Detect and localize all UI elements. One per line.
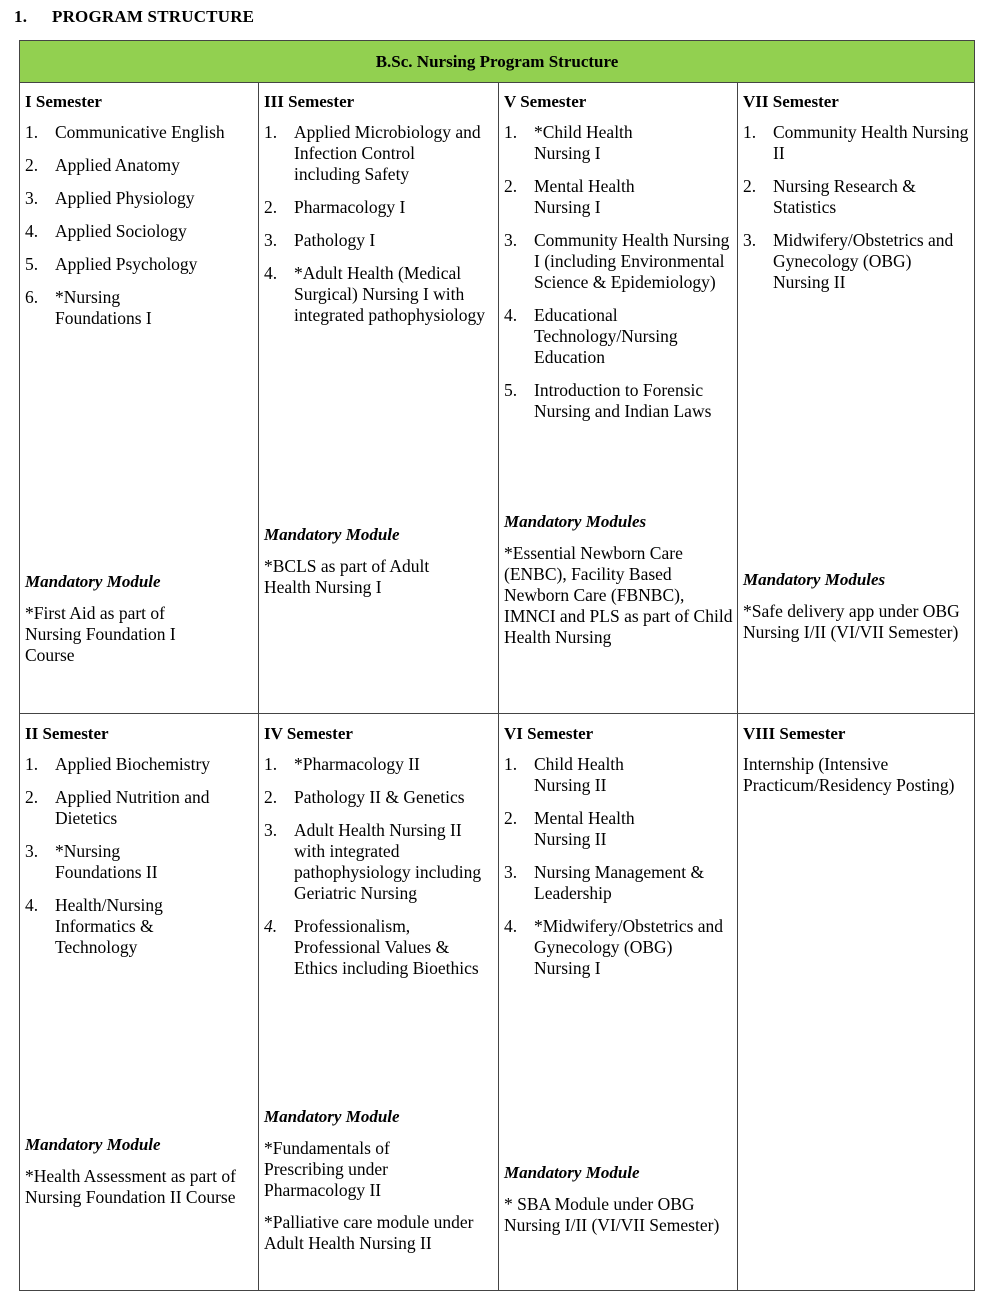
item-number: 2. [264,197,278,217]
item-number: 4. [25,895,39,915]
item-number: 6. [25,287,39,307]
course-name: Mental Health Nursing I [534,176,635,217]
course-item [264,263,493,326]
course-name: Community Health Nursing I (including Environmental Science & Epidemiology) [534,230,730,292]
course-item [743,230,969,293]
course-name: Pharmacology I [294,197,406,217]
course-item [264,230,493,251]
course-name: *Pharmacology II [294,754,420,774]
semester-cell [259,82,499,714]
table-title: B.Sc. Nursing Program Structure [375,51,619,71]
course-name: Applied Sociology [55,221,187,241]
course-name: Pathology II & Genetics [294,787,465,807]
course-name: Health/Nursing Informatics & Technology [55,895,163,957]
mandatory-module [743,569,970,654]
item-number: 3. [25,841,39,861]
course-item [25,895,253,958]
module-title: Mandatory Module [264,1107,400,1126]
course-item [25,221,253,242]
module-text: *Essential Newborn Care (ENBC), Facility Based Newborn Care (FBNBC), IMNCI and PLS as part of Child Health Nursing [504,543,733,647]
item-number: 1. [25,122,39,142]
semester-title: VIII Semester [743,724,846,743]
course-name: *Child Health Nursing I [534,122,633,163]
course-name: Professionalism, Professional Values & Ethics including Bioethics [294,916,479,978]
item-number: 4. [264,263,278,283]
item-number: 4. [264,916,278,936]
item-number: 3. [504,230,518,250]
course-item [504,808,732,850]
item-number: 1. [264,122,278,142]
course-list [504,754,732,979]
semester-title: IV Semester [264,724,353,743]
item-number: 3. [504,862,518,882]
section-heading [14,7,254,27]
course-name: *Nursing Foundations II [55,841,158,882]
section-number: 1. [14,7,28,26]
module-text: *Fundamentals of Prescribing under Pharmacology II [264,1138,390,1200]
course-item [504,754,732,796]
course-name: Adult Health Nursing II with integrated pathophysiology including Geriatric Nursing [294,820,482,903]
course-name: Child Health Nursing II [534,754,624,795]
item-number: 2. [264,787,278,807]
course-item [504,230,732,293]
course-item [743,176,969,218]
semester-title: III Semester [264,92,355,111]
mandatory-module [264,524,494,609]
item-number: 1. [504,122,518,142]
course-item [264,197,493,218]
item-number: 3. [264,820,278,840]
internship-text: Internship (Intensive Practicum/Residency Posting) [743,754,955,795]
course-item [743,122,969,164]
item-number: 4. [504,305,518,325]
item-number: 3. [264,230,278,250]
semester-cell [499,82,738,714]
item-number: 1. [743,122,757,142]
course-item [504,176,732,218]
course-item [264,820,493,904]
course-item [25,841,253,883]
semester-title: I Semester [25,92,102,111]
semester-cell [259,714,499,1290]
semester-title: V Semester [504,92,587,111]
course-name: Introduction to Forensic Nursing and Indian Laws [534,380,712,421]
course-item [25,287,253,329]
item-number: 5. [25,254,39,274]
course-name: *Adult Health (Medical Surgical) Nursing I with integrated pathophysiology [294,263,486,325]
semester-title: II Semester [25,724,109,743]
course-name: Applied Physiology [55,188,195,208]
item-number: 1. [504,754,518,774]
course-item [264,787,493,808]
item-number: 2. [504,808,518,828]
item-number: 4. [504,916,518,936]
course-name: Applied Microbiology and Infection Control including Safety [294,122,481,184]
module-title: Mandatory Modules [504,512,647,531]
semester-cell [20,82,259,714]
course-item [504,916,732,979]
course-item [25,254,253,275]
course-item [504,862,732,904]
course-name: Applied Anatomy [55,155,180,175]
mandatory-module [264,1106,494,1265]
section-title: PROGRAM STRUCTURE [52,7,255,26]
item-number: 3. [743,230,757,250]
course-list [264,754,493,979]
course-item [504,380,732,422]
item-number: 2. [25,787,39,807]
course-name: *Midwifery/Obstetrics and Gynecology (OBG) Nursing I [534,916,724,978]
module-title: Mandatory Module [504,1163,640,1182]
mandatory-module [25,1134,254,1219]
course-name: Pathology I [294,230,376,250]
item-number: 2. [504,176,518,196]
module-title: Mandatory Modules [743,570,886,589]
course-name: Applied Nutrition and Dietetics [55,787,210,828]
program-structure-table [19,40,975,1291]
course-list [25,754,253,958]
course-item [25,754,253,775]
course-item [25,787,253,829]
semester-cell [499,714,738,1290]
course-list [743,122,969,293]
course-name: Applied Psychology [55,254,198,274]
course-item [264,754,493,775]
module-title: Mandatory Module [25,1135,161,1154]
item-number: 2. [743,176,757,196]
course-item [504,122,732,164]
course-list [264,122,493,326]
semester-cell [738,714,974,1290]
course-name: Midwifery/Obstetrics and Gynecology (OBG) Nursing II [773,230,954,292]
course-item [264,122,493,185]
module-text: * SBA Module under OBG Nursing I/II (VI/VII Semester) [504,1194,720,1235]
item-number: 5. [504,380,518,400]
module-text: *Health Assessment as part of Nursing Foundation II Course [25,1166,236,1207]
course-name: Nursing Research & Statistics [773,176,916,217]
course-name: Communicative English [55,122,225,142]
mandatory-module [504,511,733,659]
module-text: *First Aid as part of Nursing Foundation I Course [25,603,176,665]
semester-title: VII Semester [743,92,839,111]
item-number: 3. [25,188,39,208]
item-number: 1. [25,754,39,774]
course-item [25,122,253,143]
module-text: *Safe delivery app under OBG Nursing I/II (VI/VII Semester) [743,601,960,642]
course-item [25,155,253,176]
item-number: 1. [264,754,278,774]
course-item [504,305,732,368]
module-title: Mandatory Module [264,525,400,544]
course-name: Nursing Management & Leadership [534,862,705,903]
item-number: 4. [25,221,39,241]
course-name: Community Health Nursing II [773,122,969,163]
semester-cell [20,714,259,1290]
item-number: 2. [25,155,39,175]
course-list [25,122,253,329]
course-item [25,188,253,209]
course-name: Applied Biochemistry [55,754,211,774]
semester-title: VI Semester [504,724,594,743]
module-text: *Palliative care module under Adult Health Nursing II [264,1212,474,1253]
module-text: *BCLS as part of Adult Health Nursing I [264,556,430,597]
course-name: Educational Technology/Nursing Education [534,305,678,367]
table-title-bar [20,41,974,83]
course-item [264,916,493,979]
module-title: Mandatory Module [25,572,161,591]
course-name: *Nursing Foundations I [55,287,152,328]
mandatory-module [25,571,254,677]
course-list [504,122,732,422]
course-name: Mental Health Nursing II [534,808,635,849]
mandatory-module [504,1162,733,1247]
semester-cell [738,82,974,714]
